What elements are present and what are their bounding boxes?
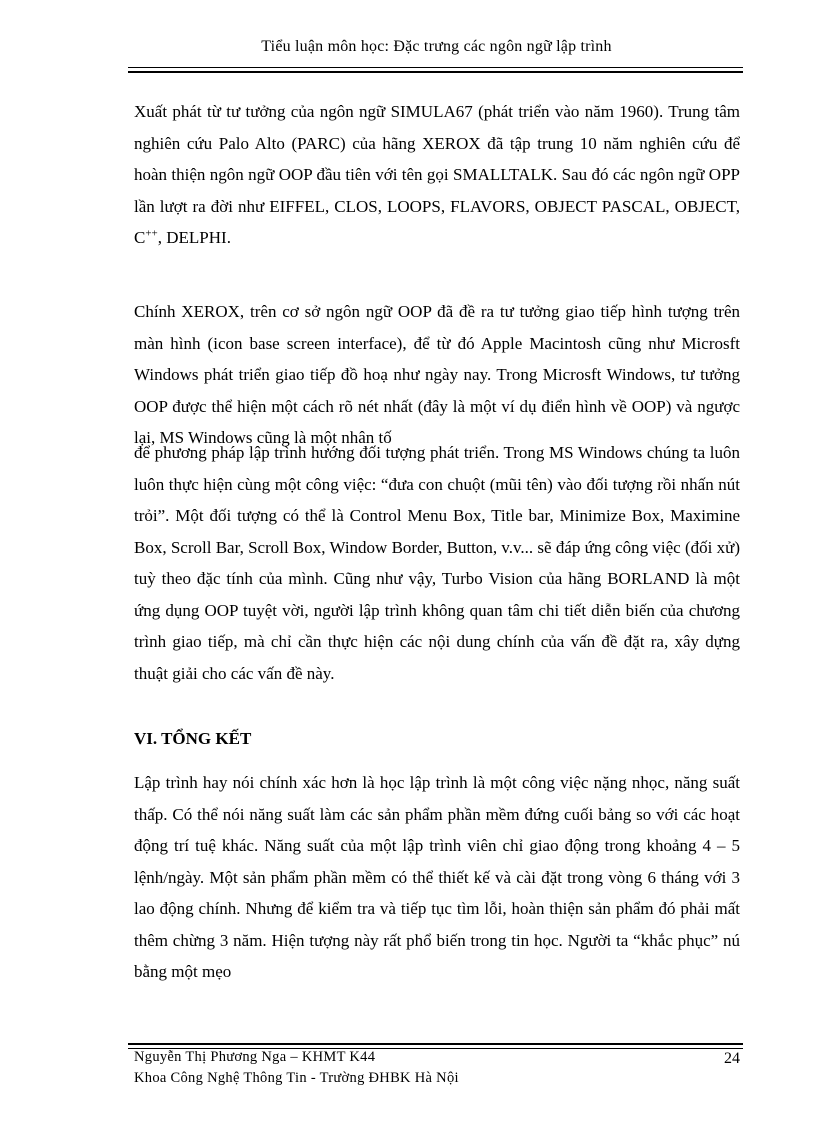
superscript-plusplus: ++ (145, 227, 158, 240)
page-header-title: Tiểu luận môn học: Đặc trưng các ngôn ngữ lập trình (261, 38, 612, 55)
paragraph-4 (134, 767, 740, 988)
footer-institution: Khoa Công Nghệ Thông Tin - Trường ĐHBK Hà Nội (134, 1070, 459, 1086)
paragraph-2-text: Chính XEROX, trên cơ sở ngôn ngữ OOP đã đề ra tư tưởng giao tiếp hình tượng trên màn hình (icon base screen interface), để từ đó Apple Macintosh cũng như Microsft Windows phát triển giao tiếp đồ hoạ như ngày nay. Trong Microsft Windows, tư tưởng OOP được thể hiện một cách rõ nét nhất (đây là một ví dụ điển hình về OOP) và ngược lại, MS Windows cũng là một nhân tố (134, 302, 740, 447)
paragraph-3 (134, 437, 740, 689)
paragraph-4-text: Lập trình hay nói chính xác hơn là học lập trình là một công việc nặng nhọc, năng suất thấp. Có thể nói năng suất làm các sản phẩm phần mềm đứng cuối bảng so với các hoạt động trí tuệ khác. Năng suất của một lập trình viên chỉ giao động trong khoảng 4 – 5 lệnh/ngày. Một sản phẩm phần mềm có thể thiết kế và cài đặt trong vòng 6 tháng với 3 lao động chính. Nhưng để kiểm tra và tiếp tục tìm lỗi, hoàn thiện sản phẩm đó phải mất thêm chừng 3 năm. Hiện tượng này rất phổ biến trong tin học. Người ta “khắc phục” nú bằng một mẹo (134, 773, 740, 981)
paragraph-1-text: Xuất phát từ tư tưởng của ngôn ngữ SIMULA67 (phát triển vào năm 1960). Trung tâm nghiên cứu Palo Alto (PARC) của hãng XEROX đã tập trung 10 năm nghiên cứu để hoàn thiện ngôn ngữ OOP đầu tiên với tên gọi SMALLTALK. Sau đó các ngôn ngữ OPP lần lượt ra đời như EIFFEL, CLOS, LOOPS, FLAVORS, OBJECT PASCAL, OBJECT, C (134, 102, 740, 247)
paragraph-2 (134, 296, 740, 454)
page-number: 24 (724, 1050, 740, 1067)
paragraph-1-end: , DELPHI. (157, 228, 231, 247)
section-heading: VI. TỔNG KẾT (134, 729, 252, 748)
paragraph-1 (134, 96, 740, 254)
paragraph-3-text: để phương pháp lập trình hướng đối tượng phát triển. Trong MS Windows chúng ta luôn luôn thực hiện cùng một công việc: “đưa con chuột (mũi tên) vào đối tượng rồi nhấn nút trỏi”. Một đối tượng có thể là Control Menu Box, Title bar, Minimize Box, Maximine Box, Scroll Bar, Scroll Box, Window Border, Button, v.v... sẽ đáp ứng công việc (đối xử) tuỳ theo đặc tính của mình. Cũng như vậy, Turbo Vision của hãng BORLAND là một ứng dụng OOP tuyệt vời, người lập trình không quan tâm chi tiết diễn biến của chương trình giao tiếp, mà chỉ cần thực hiện các nội dung chính của vấn đề đặt ra, xây dựng thuật giải cho các vấn đề này. (134, 443, 740, 683)
header-rule (128, 67, 743, 73)
footer-author: Nguyễn Thị Phương Nga – KHMT K44 (134, 1049, 376, 1065)
